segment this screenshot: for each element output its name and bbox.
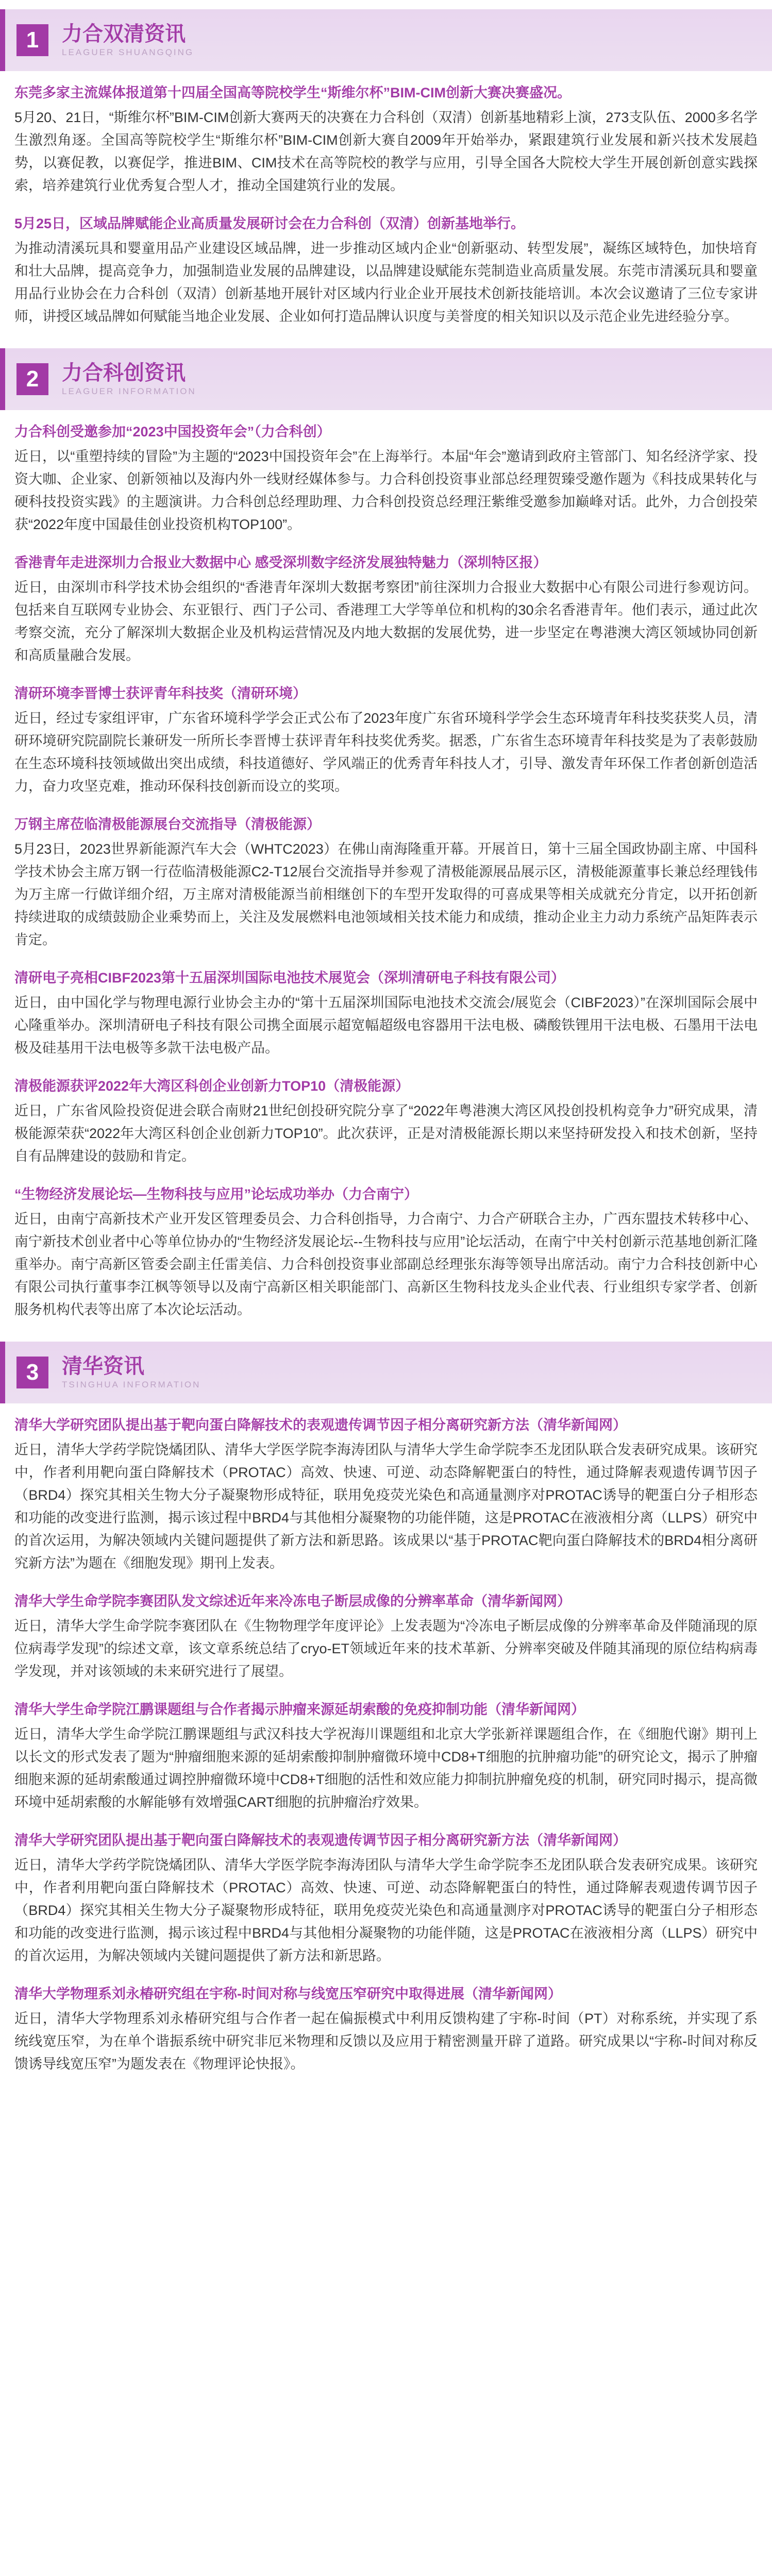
section-subtitle: LEAGUER INFORMATION [62, 386, 196, 396]
article-headline: 5月25日，区域品牌赋能企业高质量发展研讨会在力合科创（双清）创新基地举行。 [14, 216, 525, 231]
article-headline: 清华大学研究团队提出基于靶向蛋白降解技术的表观遗传调节因子相分离研究新方法（清华新闻网） [14, 1833, 627, 1848]
article-headline: 清华大学生命学院江鹏课题组与合作者揭示肿瘤来源延胡索酸的免疫抑制功能（清华新闻网） [14, 1702, 585, 1717]
article-body: 近日，清华大学生命学院李赛团队在《生物物理学年度评论》上发表题为“冷冻电子断层成像的分辨率革命及伴随涌现的原位病毒学发现”的综述文章，该文章系统总结了cryo-ET领域近年来的技术革新、分辨率突破及伴随其涌现的原位结构病毒学发现，并对该领域的未来研究进行了展望。 [14, 1618, 758, 1679]
article-body: 5月20、21日，“斯维尔杯”BIM-CIM创新大赛两天的决赛在力合科创（双清）创新基地精彩上演，273支队伍、2000多名学生激烈角逐。全国高等院校学生“斯维尔杯”BIM-CIM创新大赛自2009年开始举办，紧跟建筑行业发展和新兴技术发展趋势，以赛促教，以赛促学，推进BIM、CIM技术在高等院校的教学与应用，引导全国各大院校大学生开展创新创意实践探索，培养建筑行业优秀复合型人才，推动全国建筑行业的发展。 [14, 110, 758, 193]
article [0, 1075, 772, 1167]
article-body: 近日，清华大学药学院饶燏团队、清华大学医学院李海涛团队与清华大学生命学院李丕龙团队联合发表研究成果。该研究中，作者利用靶向蛋白降解技术（PROTAC）高效、快速、可逆、动态降解靶蛋白的特性，通过降解表观遗传调节因子（BRD4）探究其相关生物大分子凝聚物形成特征，联用免疫荧光染色和高通量测序对PROTAC诱导的靶蛋白分子相形态和功能的改变进行监测，揭示该过程中BRD4与其他相分凝聚物的功能伴随，这是PROTAC在液液相分离（LLPS）研究中的首次运用，为解决领域内关键问题提供了新方法和新思路。 [14, 1857, 758, 1963]
article [0, 1414, 772, 1574]
article-body: 近日，由中国化学与物理电源行业协会主办的“第十五届深圳国际电池技术交流会/展览会（CIBF2023）”在深圳国际会展中心隆重举办。深圳清研电子科技有限公司携全面展示超宽幅超级电容器用干法电极、磷酸铁锂用干法电极、石墨用干法电极及硅基用干法电极等多款干法电极产品。 [14, 995, 758, 1056]
article-headline: 清华大学生命学院李赛团队发文综述近年来冷冻电子断层成像的分辨率革命（清华新闻网） [14, 1594, 571, 1609]
section-leaguer-information [0, 348, 772, 1321]
article-headline: 清研环境李晋博士获评青年科技奖（清研环境） [14, 686, 307, 701]
article-body: 5月23日，2023世界新能源汽车大会（WHTC2023）在佛山南海隆重开幕。开展首日，第十三届全国政协副主席、中国科学技术协会主席万钢一行莅临清极能源C2-T12展台交流指导并参观了清极能源展品展示区，清极能源董事长兼总经理钱伟为万主席一行做详细介绍，万主席对清极能源当前相继创下的车型开发取得的可喜成果等相关成就充分肯定，以开拓创新持续进取的成绩鼓励企业乘势而上，关注及发展燃料电池领域相关技术能力和成绩，推动企业主力动力系统产品矩阵表示肯定。 [14, 841, 758, 947]
article [0, 420, 772, 536]
article [0, 1829, 772, 1967]
article-body: 近日，广东省风险投资促进会联合南财21世纪创投研究院分享了“2022年粤港澳大湾区风投创投机构竞争力”研究成果，清极能源荣获“2022年大湾区科创企业创新力TOP10”。此次获评，正是对清极能源长期以来坚持研发投入和技术创新，坚持自有品牌建设的鼓励和肯定。 [14, 1103, 758, 1164]
article [0, 551, 772, 667]
article-headline: 清研电子亮相CIBF2023第十五届深圳国际电池技术展览会（深圳清研电子科技有限公司） [14, 970, 565, 986]
article-headline: 清华大学物理系刘永椿研究组在宇称-时间对称与线宽压窄研究中取得进展（清华新闻网） [14, 1986, 562, 2002]
section-title: 清华资讯 [62, 1355, 144, 1378]
section-number: 3 [16, 1357, 48, 1388]
section-header [0, 9, 772, 71]
section-subtitle: TSINGHUA INFORMATION [62, 1380, 201, 1389]
section-header [0, 348, 772, 410]
section-title: 力合科创资讯 [62, 362, 186, 384]
article [0, 1982, 772, 2075]
article-headline: 力合科创受邀参加“2023中国投资年会”（力合科创） [14, 424, 331, 439]
section-tsinghua-information [0, 1342, 772, 2075]
section-leaguer-shuangqing [0, 9, 772, 328]
article-headline: “生物经济发展论坛—生物科技与应用”论坛成功举办（力合南宁） [14, 1187, 418, 1202]
article-body: 近日，清华大学物理系刘永椿研究组与合作者一起在偏振模式中利用反馈构建了宇称-时间（PT）对称系统，并实现了系统线宽压窄，为在单个谐振系统中研究非厄米物理和反馈以及应用于精密测量开辟了道路。研究成果以“宇称-时间对称反馈诱导线宽压窄”为题发表在《物理评论快报》。 [14, 2011, 758, 2072]
section-subtitle: LEAGUER SHUANGQING [62, 47, 194, 57]
article [0, 1590, 772, 1683]
article-headline: 香港青年走进深圳力合报业大数据中心 感受深圳数字经济发展独特魅力（深圳特区报） [14, 555, 547, 570]
section-title: 力合双清资讯 [62, 23, 186, 45]
article [0, 1183, 772, 1321]
article-body: 近日，由深圳市科学技术协会组织的“香港青年深圳大数据考察团”前往深圳力合报业大数据中心有限公司进行参观访问。包括来自互联网专业协会、东亚银行、西门子公司、香港理工大学等单位和机构的30余名香港青年。他们表示，通过此次考察交流，充分了解深圳大数据企业及机构运营情况及内地大数据的发展优势，进一步坚定在粤港澳大湾区领域协同创新和高质量融合发展。 [14, 580, 758, 663]
article-body: 近日，经过专家组评审，广东省环境科学学会正式公布了2023年度广东省环境科学学会生态环境青年科技奖获奖人员，清研环境研究院副院长兼研发一所所长李晋博士获评青年科技奖优秀奖。据悉，广东省生态环境青年科技奖是为了表彰鼓励在生态环境科技领域做出突出成绩，科技道德好、学风端正的优秀青年科技人才，引导、激发青年环保工作者创新创造活力，奋力攻坚克难，推动环保科技创新而设立的奖项。 [14, 710, 758, 794]
article-headline: 万钢主席莅临清极能源展台交流指导（清极能源） [14, 817, 321, 832]
section-header [0, 1342, 772, 1403]
section-number: 1 [16, 24, 48, 56]
article [0, 81, 772, 197]
article [0, 813, 772, 951]
article-body: 近日，以“重塑持续的冒险”为主题的“2023中国投资年会”在上海举行。本届“年会”邀请到政府主管部门、知名经济学家、投资大咖、企业家、创新领袖以及海内外一线财经媒体参与。力合科创投资事业部总经理贺臻受邀作题为《科技成果转化与硬科技投资实践》的主题演讲。力合科创总经理助理、力合科创投资总经理汪紫维受邀参加巅峰对话。此外，力合创投荣获“2022年度中国最佳创业投资机构TOP100”。 [14, 449, 758, 532]
article-headline: 清极能源获评2022年大湾区科创企业创新力TOP10（清极能源） [14, 1078, 410, 1094]
article-body: 为推动清溪玩具和婴童用品产业建设区域品牌，进一步推动区域内企业“创新驱动、转型发展”，凝练区域特色，加快培育和壮大品牌，提高竞争力，加强制造业发展的品牌建设，以品牌建设赋能东莞制造业高质量发展。东莞市清溪玩具和婴童用品行业协会在力合科创（双清）创新基地开展针对区域内行业企业开展技术创新技能培训。本次会议邀请了三位专家讲师，讲授区域品牌如何赋能当地企业发展、企业如何打造品牌认识度与美誉度的相关知识以及示范企业先进经验分享。 [14, 241, 758, 324]
article-headline: 东莞多家主流媒体报道第十四届全国高等院校学生“斯维尔杯”BIM-CIM创新大赛决赛盛况。 [14, 85, 571, 100]
article-body: 近日，由南宁高新技术产业开发区管理委员会、力合科创指导，力合南宁、力合产研联合主办，广西东盟技术转移中心、南宁新技术创业者中心等单位协办的“生物经济发展论坛--生物科技与应用”论坛活动，在南宁中关村创新示范基地创新汇隆重举办。南宁高新区管委会副主任雷美信、力合科创投资事业部副总经理张东海等领导出席活动。南宁力合科技创新中心有限公司执行董事李江枫等领导以及南宁高新区相关职能部门、高新区生物科技龙头企业代表、行业组织专家学者、创新服务机构代表等出席了本次论坛活动。 [14, 1211, 758, 1317]
article-headline: 清华大学研究团队提出基于靶向蛋白降解技术的表观遗传调节因子相分离研究新方法（清华新闻网） [14, 1417, 627, 1433]
article [0, 682, 772, 798]
article-body: 近日，清华大学生命学院江鹏课题组与武汉科技大学祝海川课题组和北京大学张新祥课题组合作，在《细胞代谢》期刊上以长文的形式发表了题为“肿瘤细胞来源的延胡索酸抑制肿瘤微环境中CD8+T细胞的抗肿瘤功能”的研究论文，揭示了肿瘤细胞来源的延胡索酸通过调控肿瘤微环境中CD8+T细胞的活性和效应能力抑制抗肿瘤免疫的机制，研究同时揭示，提高微环境中延胡索酸的水解能够有效增强CART细胞的抗肿瘤治疗效果。 [14, 1726, 758, 1810]
section-number: 2 [16, 363, 48, 395]
article [0, 967, 772, 1059]
article [0, 1698, 772, 1814]
article [0, 212, 772, 328]
article-body: 近日，清华大学药学院饶燏团队、清华大学医学院李海涛团队与清华大学生命学院李丕龙团队联合发表研究成果。该研究中，作者利用靶向蛋白降解技术（PROTAC）高效、快速、可逆、动态降解靶蛋白的特性，通过降解表观遗传调节因子（BRD4）探究其相关生物大分子凝聚物形成特征，联用免疫荧光染色和高通量测序对PROTAC诱导的靶蛋白分子相形态和功能的改变进行监测，揭示该过程中BRD4与其他相分凝聚物的功能伴随，这是PROTAC在液液相分离（LLPS）研究中的首次运用，为解决领域内关键问题提供了新方法和新思路。该成果以“基于PROTAC靶向蛋白降解技术的BRD4相分离研究新方法”为题在《细胞发现》期刊上发表。 [14, 1442, 758, 1571]
